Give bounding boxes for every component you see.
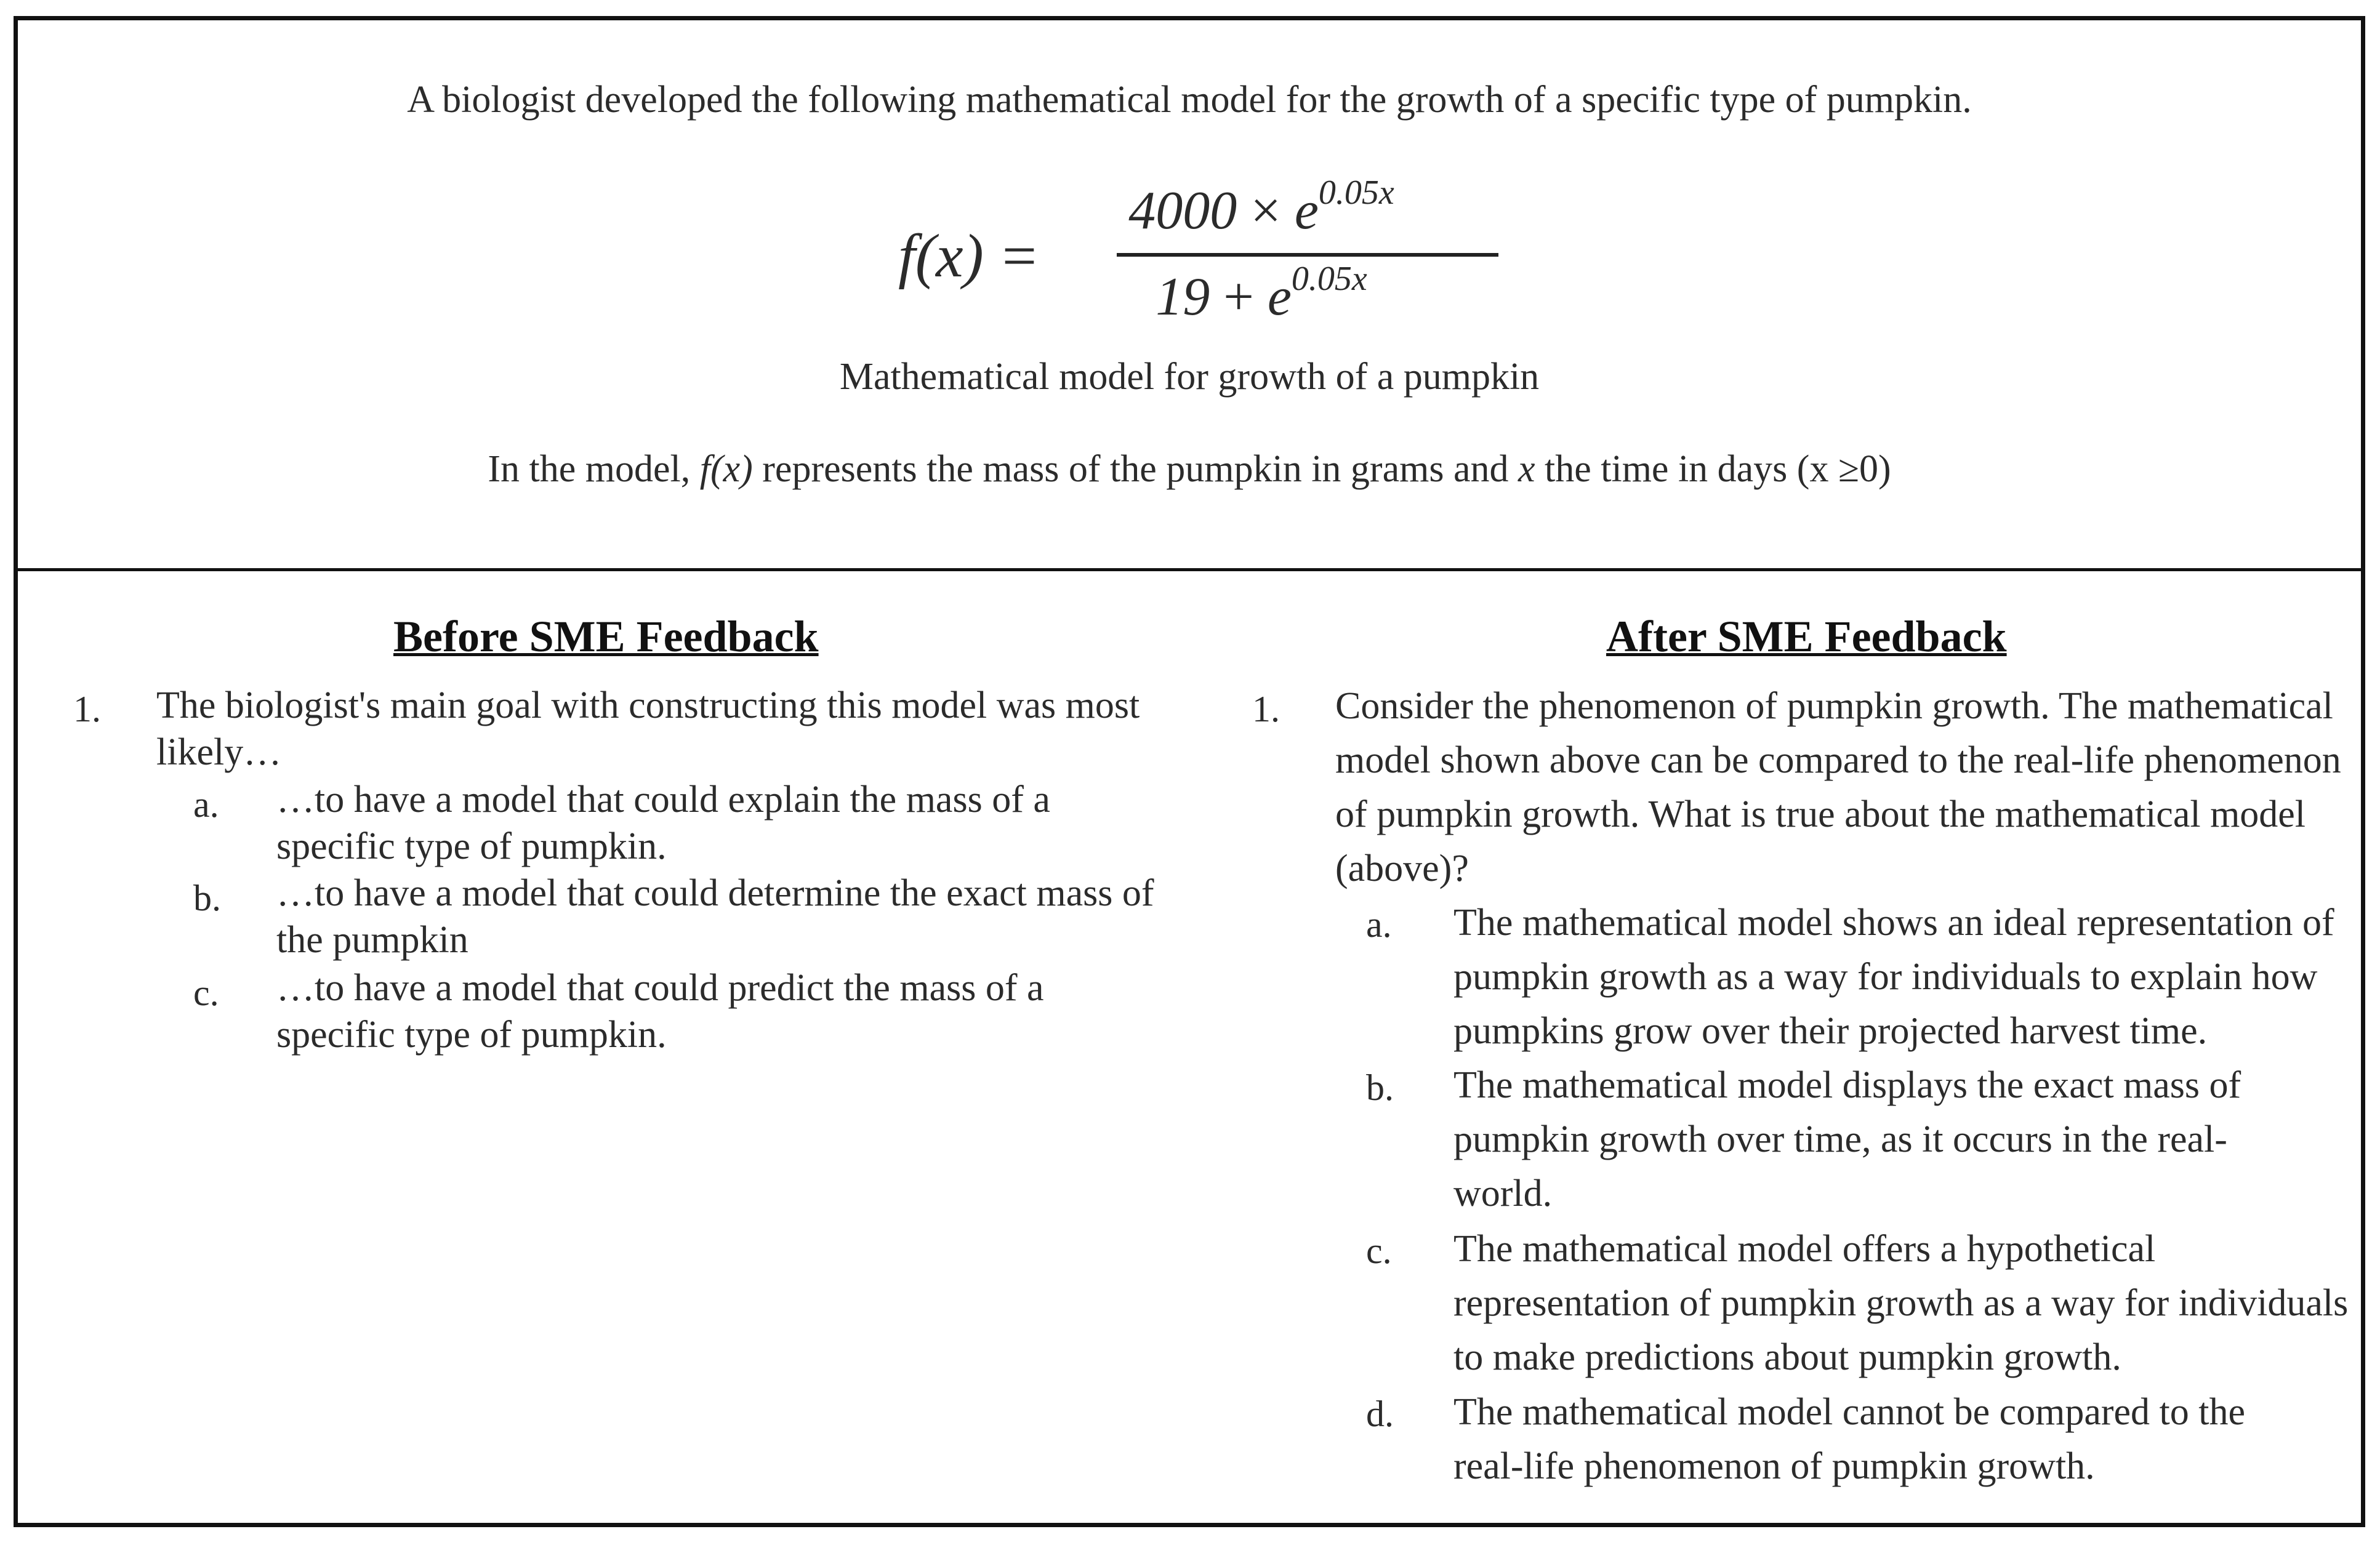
before-option-text: …to have a model that could predict the mass of a specific type of pumpkin.	[276, 967, 1044, 1056]
note-fx: f(x)	[699, 448, 753, 490]
section-divider	[18, 568, 2361, 571]
denominator-exponent: 0.05x	[1291, 260, 1367, 298]
formula-equals: =	[1002, 222, 1037, 290]
before-option-letter: b.	[193, 878, 221, 918]
after-option-text: The mathematical model offers a hypothetical representation of pumpkin growth as a way for individuals to make predictions about pumpkin growth.	[1453, 1228, 2349, 1378]
after-question: Consider the phenomenon of pumpkin growth. The mathematical model shown above can be compared to the real-life phenomenon of pumpkin growth. What is true about the mathematical model (above)?	[1335, 685, 2341, 889]
before-option-text: …to have a model that could explain the mass of a specific type of pumpkin.	[276, 779, 1050, 867]
numerator-exponent: 0.05x	[1318, 174, 1394, 212]
document-frame	[14, 16, 2365, 1527]
note-part-2: represents the mass of the pumpkin in grams and	[752, 448, 1518, 490]
after-heading: After SME Feedback	[1606, 612, 2007, 661]
formula-function: f(x)	[898, 222, 984, 290]
numerator-base: e	[1294, 181, 1319, 241]
after-option-text: The mathematical model shows an ideal representation of pumpkin growth as a way for individuals to explain how pumpkins grow over their projected harvest time.	[1453, 902, 2334, 1052]
before-question: The biologist's main goal with constructing this model was most likely…	[156, 684, 1140, 773]
model-note	[18, 448, 2361, 490]
plus-sign: +	[1223, 267, 1254, 327]
denominator-constant: 19	[1156, 267, 1210, 327]
after-option-text: The mathematical model cannot be compared to the real-life phenomenon of pumpkin growth.	[1453, 1391, 2245, 1487]
formula-caption: Mathematical model for growth of a pumpkin	[839, 356, 1540, 398]
note-part-1: In the model,	[488, 448, 700, 490]
before-question-number: 1.	[73, 689, 101, 729]
formula-lhs	[898, 220, 1037, 291]
denominator-base: e	[1267, 267, 1292, 327]
note-x: x	[1518, 448, 1535, 490]
after-option-letter: c.	[1366, 1230, 1392, 1271]
after-option-text: The mathematical model displays the exact mass of pumpkin growth over time, as it occurs in the real-world.	[1453, 1064, 2241, 1214]
fraction-bar	[1117, 253, 1498, 257]
after-option-letter: d.	[1366, 1394, 1394, 1434]
before-option-letter: a.	[193, 784, 219, 825]
before-option-text: …to have a model that could determine the exact mass of the pumpkin	[276, 872, 1154, 961]
formula-denominator	[1089, 259, 1434, 328]
before-option-letter: c.	[193, 973, 219, 1013]
after-question-number: 1.	[1252, 689, 1280, 729]
formula-numerator	[1089, 173, 1434, 242]
after-option-letter: b.	[1366, 1067, 1394, 1108]
numerator-coefficient: 4000	[1128, 181, 1237, 241]
growth-formula	[898, 168, 1514, 340]
times-sign: ×	[1250, 181, 1281, 241]
before-heading: Before SME Feedback	[393, 612, 819, 661]
after-option-letter: a.	[1366, 904, 1392, 945]
intro-text: A biologist developed the following mathematical model for the growth of a specific type of pumpkin.	[407, 79, 1972, 121]
note-part-3: the time in days (x ≥0)	[1535, 448, 1891, 490]
